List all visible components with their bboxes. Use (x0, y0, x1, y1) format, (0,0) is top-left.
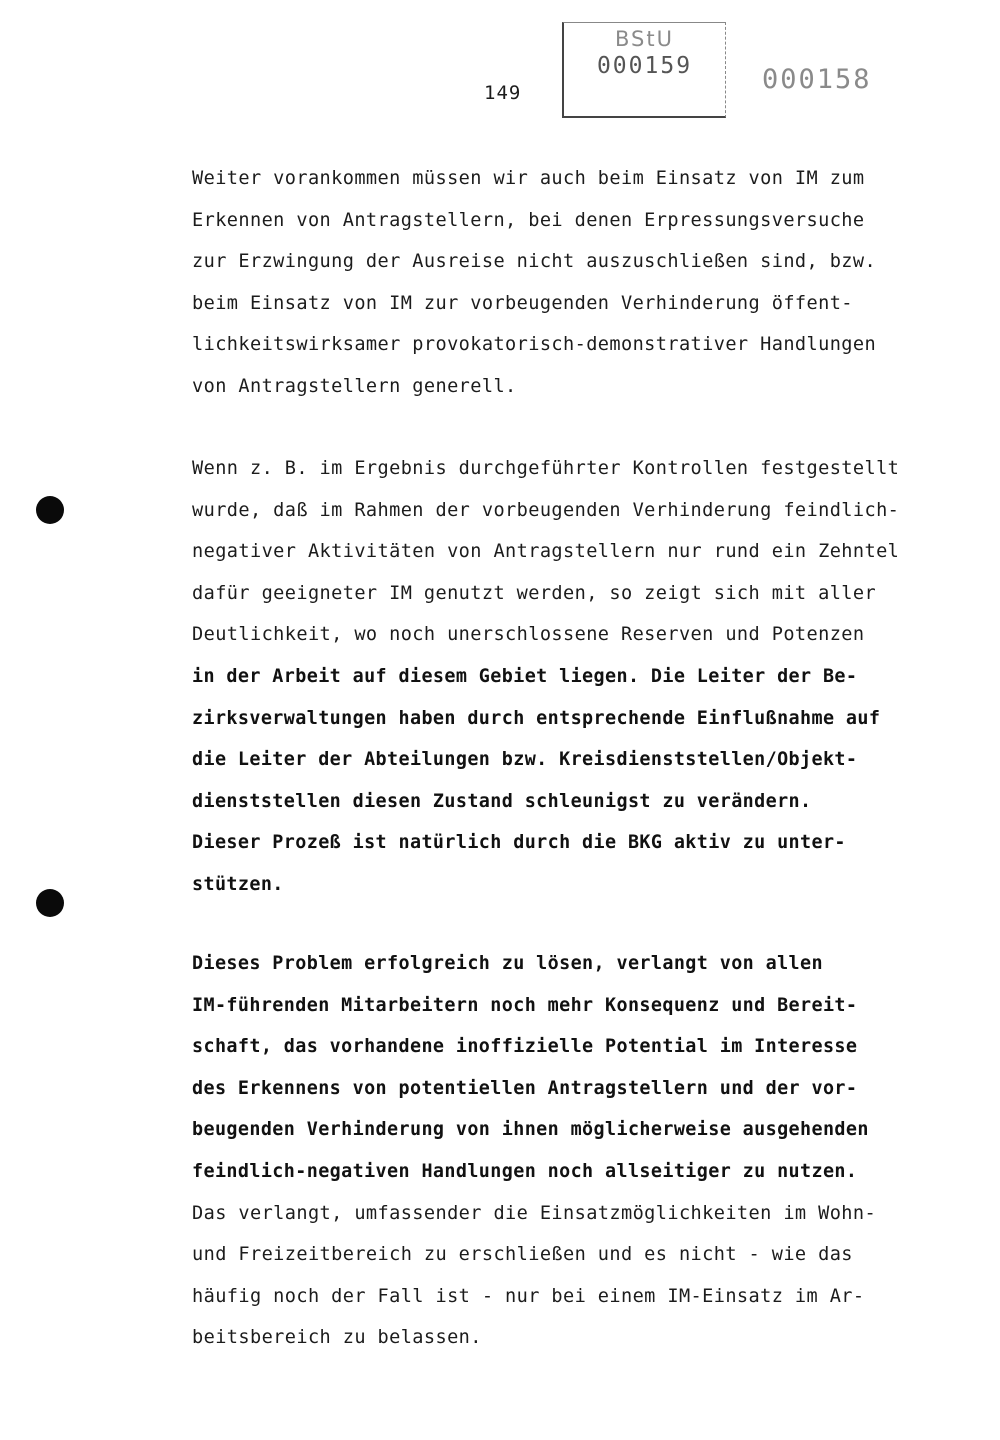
text-line: Das verlangt, umfassender die Einsatzmöglichkeiten im Wohn- (192, 1202, 877, 1224)
archive-page-number: 000158 (762, 64, 872, 95)
text-line: Dieses Problem erfolgreich zu lösen, verlangt von allen (192, 953, 823, 974)
text-line: des Erkennens von potentiellen Antragstellern und der vor- (192, 1077, 858, 1099)
text-line: Dieser Prozeß ist natürlich durch die BKG aktiv zu unter- (192, 832, 846, 854)
text-line: lichkeitswirksamer provokatorisch-demonstrativer Handlungen (192, 334, 877, 356)
text-line: negativer Aktivitäten von Antragstellern nur rund ein Zehntel (192, 541, 900, 563)
punch-hole (36, 496, 64, 524)
text-line: feindlich-negativen Handlungen noch allseitiger zu nutzen. (192, 1160, 858, 1182)
text-line: stützen. (192, 873, 284, 895)
text-line: wurde, daß im Rahmen der vorbeugenden Verhinderung feindlich- (192, 499, 900, 521)
text-line: die Leiter der Abteilungen bzw. Kreisdienststellen/Objekt- (192, 749, 858, 771)
text-line: Erkennen von Antragstellern, bei denen Erpressungsversuche (192, 209, 865, 231)
text-line: schaft, das vorhandene inoffizielle Potential im Interesse (192, 1036, 858, 1058)
text-line: und Freizeitbereich zu erschließen und es nicht - wie das (192, 1244, 853, 1266)
archive-stamp (562, 22, 726, 118)
text-line: beitsbereich zu belassen. (192, 1327, 482, 1349)
text-line: Deutlichkeit, wo noch unerschlossene Reserven und Potenzen (192, 624, 865, 646)
text-line: häufig noch der Fall ist - nur bei einem IM-Einsatz im Ar- (192, 1285, 865, 1307)
text-line: dafür geeigneter IM genutzt werden, so zeigt sich mit aller (192, 582, 877, 604)
text-line: beugenden Verhinderung von ihnen möglicherweise ausgehenden (192, 1119, 869, 1141)
text-line: beim Einsatz von IM zur vorbeugenden Verhinderung öffent- (192, 292, 853, 314)
text-line: Weiter vorankommen müssen wir auch beim Einsatz von IM zum (192, 168, 865, 189)
text-line: zirksverwaltungen haben durch entsprechende Einflußnahme auf (192, 707, 881, 729)
text-line: Wenn z. B. im Ergebnis durchgeführter Kontrollen festgestellt (192, 458, 900, 479)
page-number: 149 (484, 82, 522, 104)
paragraph-3 (192, 943, 952, 1359)
text-line: von Antragstellern generell. (192, 375, 517, 397)
paragraph-1 (192, 158, 952, 408)
stamp-page-number: 000159 (596, 53, 693, 79)
text-line: in der Arbeit auf diesem Gebiet liegen. Die Leiter der Be- (192, 665, 858, 687)
stamp-agency-label: BStU (615, 27, 674, 51)
text-line: IM-führenden Mitarbeitern noch mehr Konsequenz und Bereit- (192, 994, 858, 1016)
punch-hole (36, 889, 64, 917)
text-line: dienststellen diesen Zustand schleunigst zu verändern. (192, 790, 812, 812)
paragraph-2 (192, 448, 952, 906)
text-line: zur Erzwingung der Ausreise nicht auszuschließen sind, bzw. (192, 251, 877, 273)
